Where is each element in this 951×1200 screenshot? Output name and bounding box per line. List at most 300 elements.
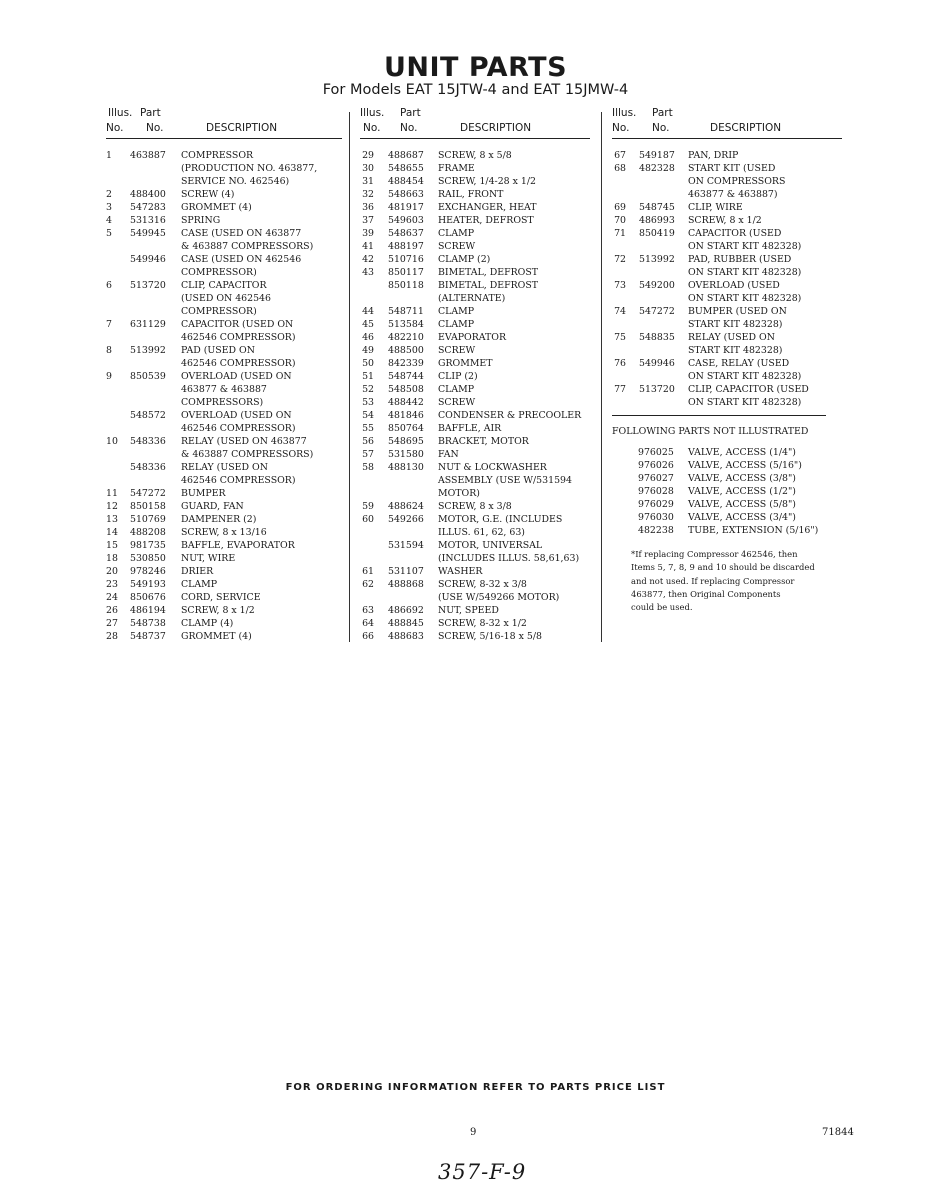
table-row [106,565,342,578]
part-description: 462546 COMPRESSOR) [181,475,296,486]
part-description: GROMMET (4) [181,202,252,213]
illus-number: 36 [362,202,374,213]
part-number: 850764 [388,423,424,434]
table-row [106,188,342,201]
illus-number: 29 [362,150,374,161]
table-row [360,305,590,318]
part-number: 488208 [130,527,166,538]
part-description: CLAMP [438,306,475,317]
table-row [106,201,342,214]
part-description: BIMETAL, DEFROST [438,280,539,291]
illus-number: 12 [106,501,118,512]
illus-number: 74 [614,306,626,317]
part-number: 981735 [130,540,166,551]
table-row [612,266,842,279]
table-row [360,240,590,253]
table-row [106,253,342,266]
part-number: 513584 [388,319,424,330]
table-row [360,357,590,370]
table-row [106,617,342,630]
header-part: Part [652,107,673,119]
illus-number: 45 [362,319,374,330]
part-number: 488130 [388,462,424,473]
part-description: SCREW, 8 x 13/16 [181,527,267,538]
header-description: DESCRIPTION [206,122,278,134]
part-number: 850419 [639,228,675,239]
table-row [360,630,590,643]
table-row [106,357,342,370]
illus-number: 6 [106,280,112,291]
part-number: 850117 [388,267,424,278]
table-row [360,604,590,617]
illus-number: 52 [362,384,374,395]
table-row [106,487,342,500]
part-description: START KIT 482328) [688,345,783,356]
part-number: 548745 [639,202,675,213]
illus-number: 56 [362,436,374,447]
table-row [106,175,342,188]
illus-number: 26 [106,605,118,616]
illus-number: 72 [614,254,626,265]
table-row [612,383,842,396]
part-description: COMPRESSOR [181,150,254,161]
header-illus-no: No. [612,122,630,134]
part-number: 486194 [130,605,166,616]
part-description: (INCLUDES ILLUS. 58,61,63) [438,553,580,564]
part-description: RELAY (USED ON [181,462,268,473]
part-description: CLIP, CAPACITOR [181,280,267,291]
part-description: START KIT 482328) [688,319,783,330]
table-row [106,630,342,643]
illus-number: 66 [362,631,374,642]
table-row [106,383,342,396]
illus-number: 13 [106,514,118,525]
part-description: CLAMP [438,228,475,239]
part-number: 549603 [388,215,424,226]
table-row [612,279,842,292]
part-description: SCREW (4) [181,189,235,200]
part-number: 548695 [388,436,424,447]
table-row [360,318,590,331]
table-row [106,539,342,552]
illus-number: 4 [106,215,112,226]
table-row [612,188,842,201]
illus-number: 44 [362,306,374,317]
table-row [360,266,590,279]
part-description: SCREW, 8 x 3/8 [438,501,512,512]
table-row [360,396,590,409]
part-number: 513992 [639,254,675,265]
part-description: CAPACITOR (USED [688,228,782,239]
part-description: SCREW, 1/4-28 x 1/2 [438,176,536,187]
part-description: MOTOR, UNIVERSAL [438,540,543,551]
part-number: 463887 [130,150,166,161]
part-number: 547283 [130,202,166,213]
part-description: CONDENSER & PRECOOLER [438,410,582,421]
table-row [106,513,342,526]
part-description: SCREW [438,397,476,408]
table-row [360,227,590,240]
table-row [612,253,842,266]
part-description: HEATER, DEFROST [438,215,534,226]
table-row [612,318,842,331]
illus-number: 46 [362,332,374,343]
illus-number: 71 [614,228,626,239]
table-row [360,617,590,630]
part-description: BAFFLE, AIR [438,423,502,434]
table-row [360,279,590,292]
part-description: CLAMP [438,319,475,330]
part-description: SCREW, 8 x 5/8 [438,150,512,161]
part-description: CLAMP [438,384,475,395]
part-number: 850158 [130,501,166,512]
part-number: 531316 [130,215,166,226]
table-row [106,318,342,331]
table-row [106,240,342,253]
table-row [360,214,590,227]
part-description: BIMETAL, DEFROST [438,267,539,278]
part-description: VALVE, ACCESS (3/8") [688,473,796,484]
illus-number: 75 [614,332,626,343]
illus-number: 37 [362,215,374,226]
part-description: SCREW, 5/16-18 x 5/8 [438,631,542,642]
table-row [612,446,842,459]
part-number: 488687 [388,150,424,161]
table-row [106,578,342,591]
part-description: OVERLOAD (USED ON [181,371,292,382]
part-description: TUBE, EXTENSION (5/16") [688,525,819,536]
table-row [360,552,590,565]
illus-number: 67 [614,150,626,161]
part-number: 631129 [130,319,166,330]
part-description: CAPACITOR (USED ON [181,319,294,330]
part-number: 531580 [388,449,424,460]
table-row [612,344,842,357]
part-number: 549946 [130,254,166,265]
table-row [360,435,590,448]
part-number: 548744 [388,371,424,382]
table-row [612,485,842,498]
table-row [612,524,842,537]
table-row [360,448,590,461]
column-header [612,106,842,139]
illus-number: 30 [362,163,374,174]
illus-number: 43 [362,267,374,278]
column-header [360,106,590,139]
part-description: RELAY (USED ON [688,332,775,343]
part-number: 548336 [130,462,166,473]
illus-number: 63 [362,605,374,616]
illus-number: 70 [614,215,626,226]
part-number: 482328 [639,163,675,174]
illus-number: 15 [106,540,118,551]
part-number: 488845 [388,618,424,629]
table-row [612,292,842,305]
illus-number: 58 [362,462,374,473]
table-row [106,604,342,617]
part-number: 481846 [388,410,424,421]
part-number: 548655 [388,163,424,174]
table-row [106,214,342,227]
header-part: Part [140,107,161,119]
part-description: VALVE, ACCESS (1/2") [688,486,796,497]
part-description: CASE (USED ON 462546 [181,254,302,265]
parts-column-1 [106,106,342,643]
table-row [360,188,590,201]
table-row [360,292,590,305]
table-row [360,526,590,539]
part-description: 463877 & 463887 [181,384,267,395]
part-number: 486993 [639,215,675,226]
part-description: 462546 COMPRESSOR) [181,358,296,369]
illus-number: 20 [106,566,118,577]
part-description: ON START KIT 482328) [688,371,802,382]
part-description: SCREW, 8 x 1/2 [181,605,255,616]
illus-number: 5 [106,228,112,239]
part-number: 488868 [388,579,424,590]
page-title: UNIT PARTS [383,52,568,83]
part-description: PAD (USED ON [181,345,255,356]
illus-number: 7 [106,319,112,330]
table-row [612,214,842,227]
footnote-line: *If replacing Compressor 462546, then [631,549,798,559]
part-number: 547272 [130,488,166,499]
table-row [106,474,342,487]
table-row [106,331,342,344]
table-row [360,578,590,591]
footnote-line: could be used. [631,602,693,613]
illus-number: 61 [362,566,374,577]
illus-number: 76 [614,358,626,369]
part-description: OVERLOAD (USED ON [181,410,292,421]
part-description: BUMPER (USED ON [688,306,787,317]
table-row [612,240,842,253]
table-row [106,149,342,162]
part-description: RELAY (USED ON 463877 [181,436,307,447]
part-description: EXCHANGER, HEAT [438,202,537,213]
illus-number: 57 [362,449,374,460]
table-row [106,409,342,422]
table-row [106,305,342,318]
table-row [360,201,590,214]
illus-number: 3 [106,202,112,213]
illus-number: 28 [106,631,118,642]
part-description: SCREW [438,345,476,356]
part-description: ON START KIT 482328) [688,397,802,408]
part-description: VALVE, ACCESS (3/4") [688,512,796,523]
part-number: 486692 [388,605,424,616]
part-number: 976025 [638,447,674,458]
illus-number: 77 [614,384,626,395]
table-row [612,175,842,188]
part-description: START KIT (USED [688,163,776,174]
part-number: 976029 [638,499,674,510]
part-description: CLAMP (2) [438,254,491,265]
part-description: 463877 & 463887) [688,189,778,200]
part-number: 488454 [388,176,424,187]
footnote-line: 463877, then Original Components [631,588,781,599]
table-row [360,370,590,383]
illus-number: 53 [362,397,374,408]
table-row [360,461,590,474]
part-number: 488500 [388,345,424,356]
illus-number: 42 [362,254,374,265]
part-description: CLIP, WIRE [688,202,743,213]
not-illustrated-heading: FOLLOWING PARTS NOT ILLUSTRATED [612,426,809,437]
part-description: CLAMP (4) [181,618,234,629]
part-number: 482238 [638,525,674,536]
part-number: 547272 [639,306,675,317]
part-description: BUMPER [181,488,226,499]
parts-list [612,149,842,409]
illus-number: 32 [362,189,374,200]
illus-number: 54 [362,410,374,421]
part-number: 548835 [639,332,675,343]
table-row [612,357,842,370]
parts-column-2 [360,106,590,643]
illus-number: 24 [106,592,118,603]
part-number: 548637 [388,228,424,239]
part-number: 549946 [639,358,675,369]
part-description: CLIP (2) [438,371,478,382]
part-description: CORD, SERVICE [181,592,261,603]
header-part: Part [400,107,421,119]
part-description: (USE W/549266 MOTOR) [438,592,560,603]
illus-number: 51 [362,371,374,382]
part-description: ON START KIT 482328) [688,241,802,252]
table-row [106,448,342,461]
table-row [360,513,590,526]
table-row [106,461,342,474]
table-row [106,162,342,175]
part-description: VALVE, ACCESS (5/8") [688,499,796,510]
part-description: DRIER [181,566,214,577]
table-row [612,149,842,162]
table-row [360,175,590,188]
part-number: 513720 [130,280,166,291]
illus-number: 8 [106,345,112,356]
header-description: DESCRIPTION [710,122,782,134]
part-number: 548737 [130,631,166,642]
part-description: GROMMET (4) [181,631,252,642]
illus-number: 64 [362,618,374,629]
table-row [106,396,342,409]
part-number: 488624 [388,501,424,512]
table-row [360,383,590,396]
part-description: PAD, RUBBER (USED [688,254,792,265]
ordering-note: FOR ORDERING INFORMATION REFER TO PARTS PRICE LIST [285,1082,666,1093]
parts-list [360,149,590,643]
column-divider [601,112,602,642]
part-description: ON START KIT 482328) [688,267,802,278]
illus-number: 27 [106,618,118,629]
part-number: 531107 [388,566,424,577]
illus-number: 50 [362,358,374,369]
part-description: (USED ON 462546 [181,293,271,304]
part-number: 976026 [638,460,674,471]
part-number: 548663 [388,189,424,200]
part-description: ON START KIT 482328) [688,293,802,304]
table-row [106,526,342,539]
illus-number: 14 [106,527,118,538]
part-description: COMPRESSORS) [181,397,264,408]
part-description: (ALTERNATE) [438,293,506,304]
part-description: FAN [438,449,459,460]
part-description: ON COMPRESSORS [688,176,786,187]
illus-number: 11 [106,488,118,499]
table-row [106,435,342,448]
table-row [106,422,342,435]
part-description: BAFFLE, EVAPORATOR [181,540,295,551]
section-divider [612,415,826,416]
header-illus-no: No. [363,122,381,134]
part-description: OVERLOAD (USED [688,280,780,291]
page-number: 9 [470,1127,477,1138]
part-number: 488442 [388,397,424,408]
table-row [612,227,842,240]
part-number: 976028 [638,486,674,497]
table-row [106,344,342,357]
part-number: 482210 [388,332,424,343]
column-divider [349,112,350,642]
column-header [106,106,342,139]
header-part-no: No. [652,122,670,134]
table-row [360,149,590,162]
part-description: SCREW, 8-32 x 3/8 [438,579,527,590]
part-number: 842339 [388,358,424,369]
header-part-no: No. [400,122,418,134]
table-row [612,396,842,409]
illus-number: 31 [362,176,374,187]
table-row [360,500,590,513]
part-description: GROMMET [438,358,493,369]
part-description: GUARD, FAN [181,501,244,512]
part-number: 549200 [639,280,675,291]
part-number: 976027 [638,473,674,484]
not-illustrated-list [612,446,842,537]
table-row [360,539,590,552]
header-illus-no: No. [106,122,124,134]
part-number: 513720 [639,384,675,395]
part-description: CASE (USED ON 463877 [181,228,302,239]
handwritten-note: 357-F-9 [438,1160,527,1184]
part-description: SCREW, 8 x 1/2 [688,215,762,226]
table-row [360,565,590,578]
illus-number: 49 [362,345,374,356]
table-row [612,201,842,214]
table-row [360,422,590,435]
illus-number: 18 [106,553,118,564]
part-description: WASHER [438,566,483,577]
illus-number: 9 [106,371,112,382]
part-description: CLAMP [181,579,218,590]
part-description: NUT, SPEED [438,605,499,616]
part-number: 549193 [130,579,166,590]
part-description: SCREW, 8-32 x 1/2 [438,618,527,629]
part-description: VALVE, ACCESS (1/4") [688,447,796,458]
table-row [106,500,342,513]
part-number: 513992 [130,345,166,356]
part-number: 488400 [130,189,166,200]
part-description: ASSEMBLY (USE W/531594 [438,475,572,486]
table-row [360,591,590,604]
table-row [612,498,842,511]
part-number: 850539 [130,371,166,382]
table-row [360,409,590,422]
table-row [360,344,590,357]
table-row [612,331,842,344]
illus-number: 73 [614,280,626,291]
